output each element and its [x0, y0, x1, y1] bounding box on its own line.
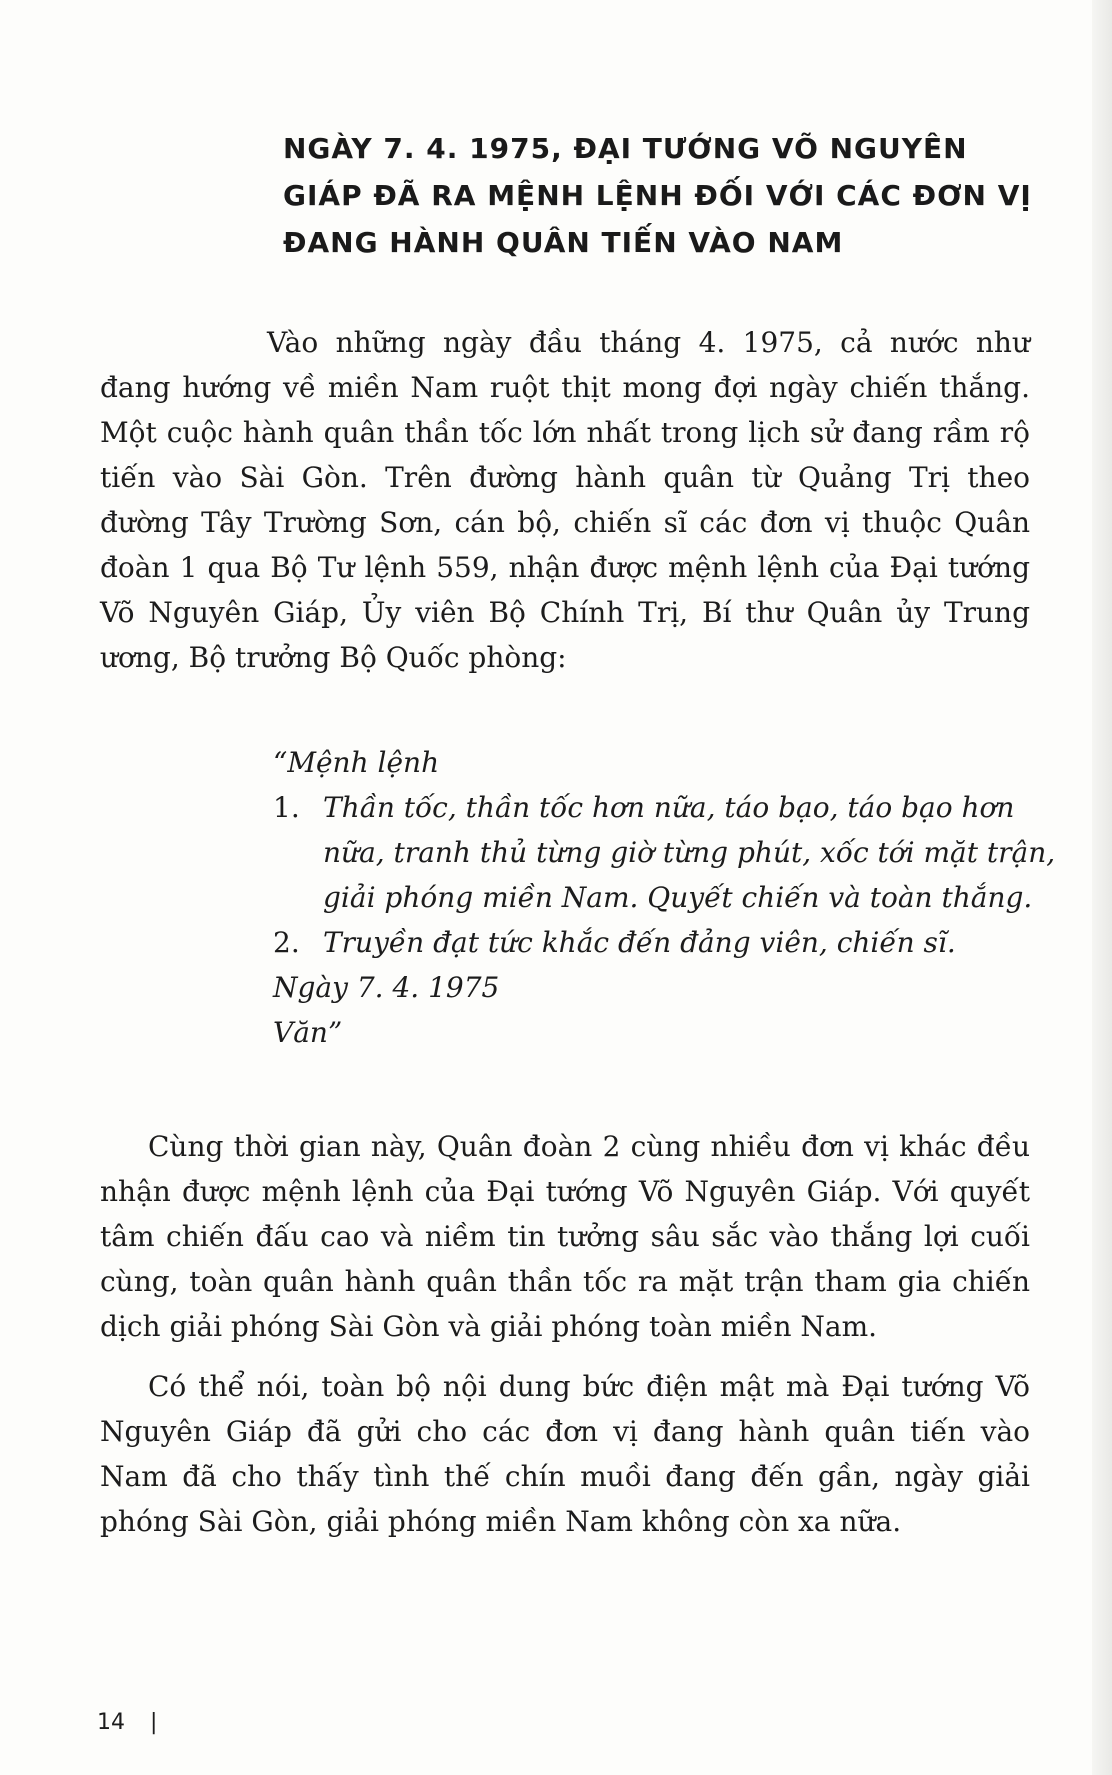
page-edge-shadow: [1092, 0, 1112, 1775]
section-heading: NGÀY 7. 4. 1975, ĐẠI TƯỚNG VÕ NGUYÊN GIÁP ĐÃ RA MỆNH LỆNH ĐỐI VỚI CÁC ĐƠN VỊ ĐANG HÀNH QUÂN TIẾN VÀO NAM: [283, 132, 1032, 259]
quote-item-1: [273, 785, 1063, 920]
quote-title: “Mệnh lệnh: [273, 746, 440, 779]
page-number: 14: [97, 1710, 125, 1735]
paragraph-third: Có thể nói, toàn bộ nội dung bức điện mật mà Đại tướng Võ Nguyên Giáp đã gửi cho các đơn vị đang hành quân tiến vào Nam đã cho thấy tình thế chín muồi đang đến gần, ngày giải phóng Sài Gòn, giải phóng miền Nam không còn xa nữa.: [100, 1370, 1030, 1538]
quote-item-number: 2.: [273, 926, 300, 959]
quote-signature: Văn”: [273, 1016, 343, 1049]
page-footer: [97, 1710, 157, 1735]
paragraph-second: Cùng thời gian này, Quân đoàn 2 cùng nhiều đơn vị khác đều nhận được mệnh lệnh của Đại tướng Võ Nguyên Giáp. Với quyết tâm chiến đấu cao và niềm tin tưởng sâu sắc vào thắng lợi cuối cùng, toàn quân hành quân thần tốc ra mặt trận tham gia chiến dịch giải phóng Sài Gòn và giải phóng toàn miền Nam.: [100, 1130, 1030, 1343]
quote-item-text: Thần tốc, thần tốc hơn nữa, táo bạo, táo bạo hơn nữa, tranh thủ từng giờ từng phút, xốc tới mặt trận, giải phóng miền Nam. Quyết chiến và toàn thắng.: [323, 791, 1056, 914]
order-quote-block: [273, 740, 1063, 1055]
quote-item-2: [273, 920, 1063, 965]
quote-date: Ngày 7. 4. 1975: [273, 971, 500, 1004]
paragraph-intro: Vào những ngày đầu tháng 4. 1975, cả nước như đang hướng về miền Nam ruột thịt mong đợi ngày chiến thắng. Một cuộc hành quân thần tốc lớn nhất trong lịch sử đang rầm rộ tiến vào Sài Gòn. Trên đường hành quân từ Quảng Trị theo đường Tây Trường Sơn, cán bộ, chiến sĩ các đơn vị thuộc Quân đoàn 1 qua Bộ Tư lệnh 559, nhận được mệnh lệnh của Đại tướng Võ Nguyên Giáp, Ủy viên Bộ Chính Trị, Bí thư Quân ủy Trung ương, Bộ trưởng Bộ Quốc phòng:: [100, 326, 1030, 674]
quote-item-number: 1.: [273, 791, 300, 824]
footer-separator: |: [150, 1710, 158, 1735]
quote-item-text: Truyền đạt tức khắc đến đảng viên, chiến sĩ.: [323, 926, 956, 959]
